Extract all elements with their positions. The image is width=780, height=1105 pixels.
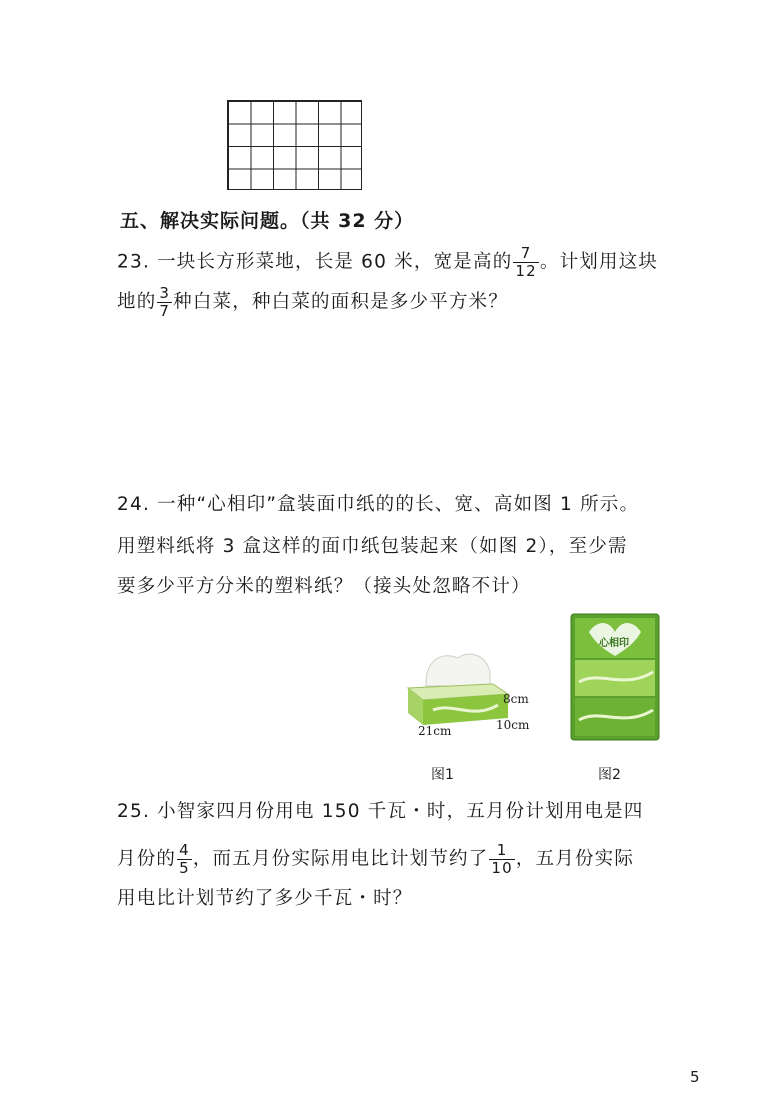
q25-text-b: ，而五月份实际用电比计划节约了 [192,848,489,870]
q24-line2: 用塑料纸将 3 盒这样的面巾纸包装起来（如图 2），至少需 [117,536,628,557]
tissue-pack-figure-2 [569,612,661,742]
q25-text-c: ，五月份实际 [515,848,635,870]
q24-line1: 24. 一种“心相印”盒装面巾纸的的长、宽、高如图 1 所示。 [117,494,640,515]
fraction-denominator: 10 [491,859,513,877]
q23-fraction-2 [157,285,172,320]
q25-fraction-2 [489,842,515,877]
figure-2-caption: 图2 [598,767,621,783]
width-label: 10cm [496,718,530,732]
q25-line2 [117,842,634,877]
figure-1-caption: 图1 [431,767,454,783]
fraction-denominator: 12 [515,262,537,280]
fraction-denominator: 5 [179,859,190,877]
fraction-numerator: 1 [489,842,515,860]
q24-line3: 要多少平方分米的塑料纸？（接头处忽略不计） [117,576,531,597]
fraction-numerator: 4 [179,841,190,859]
q23-line2 [117,285,508,320]
q25-line3: 用电比计划节约了多少千瓦・时？ [117,888,413,909]
q25-text-a: 月份的 [117,848,177,870]
q23-text-a: 23. 一块长方形菜地，长是 60 米，宽是高的 [117,251,513,273]
q25-line1: 25. 小智家四月份用电 150 千瓦・时，五月份计划用电是四 [117,801,644,822]
tissue-pack-illustration [569,612,661,742]
q23-fraction-1 [513,245,539,280]
grid-figure [227,100,362,190]
section-heading: 五、解决实际问题。（共 32 分） [120,210,415,232]
height-label: 8cm [503,692,529,706]
page-number: 5 [690,1068,700,1086]
q23-text-b: 。计划用这块 [539,251,659,273]
brand-logo-text: 心相印 [599,638,629,649]
q23-line1 [117,245,658,280]
fraction-numerator: 7 [513,245,539,263]
q23-text-d: 种白菜，种白菜的面积是多少平方米？ [173,291,509,313]
fraction-numerator: 3 [159,284,171,302]
fraction-denominator: 7 [159,302,171,320]
q23-text-c: 地的 [117,291,157,313]
q25-fraction-1 [177,842,192,877]
length-label: 21cm [418,724,452,738]
